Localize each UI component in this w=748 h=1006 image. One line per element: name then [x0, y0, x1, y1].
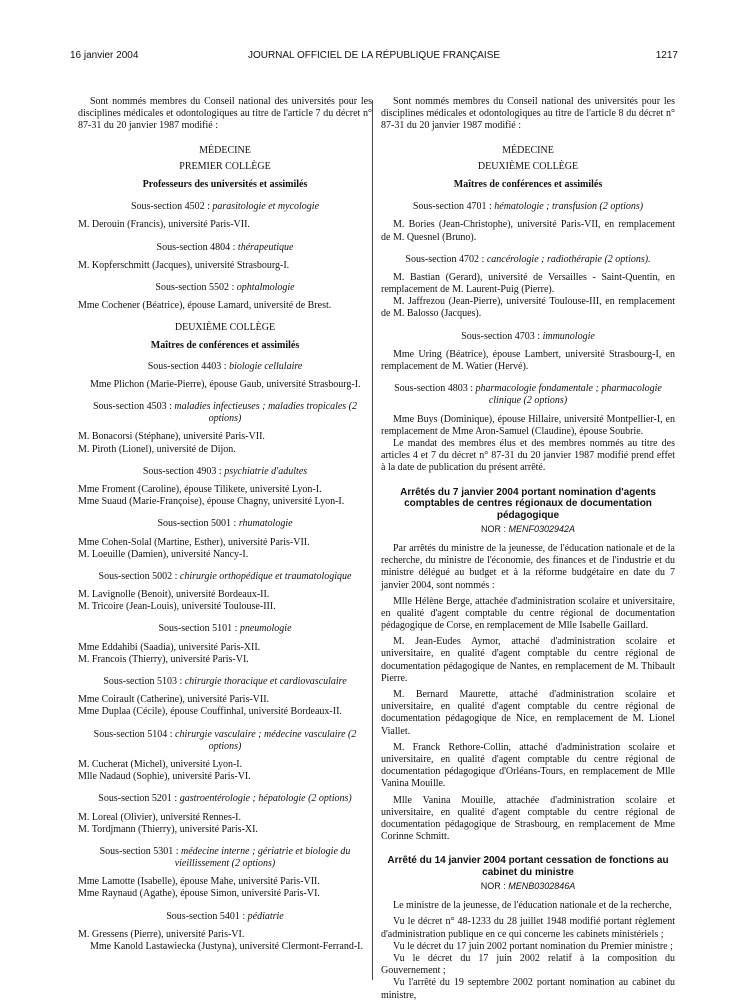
arrete-paragraph: Mlle Vanina Mouille, attachée d'administration scolaire et universitaire, en qualité d'agent comptable du centre régional de documentation pédagogique de Strasbourg, en remplacement de Mme Corinne Schmitt.	[381, 794, 675, 843]
arrete-paragraph: M. Franck Rethore-Collin, attaché d'administration scolaire et universitaire, en qualité d'agent comptable du centre régional de documentation pédagogique d'Orléans-Tours, en remplacement de Mlle Vanina Mouille.	[381, 741, 675, 790]
subsection-heading: Sous-section 4703 : immunologie	[461, 330, 595, 342]
nomination: M. Piroth (Lionel), université de Dijon.	[78, 443, 236, 455]
subsection-heading: Sous-section 4502 : parasitologie et mycologie	[130, 201, 320, 213]
nomination: M. Tordjmann (Thierry), université Paris-XI.	[78, 823, 258, 835]
nomination: M. Gressens (Pierre), université Paris-VI.	[78, 928, 245, 940]
arrete-paragraph: Vu le décret n° 48-1233 du 28 juillet 1948 modifié portant règlement d'administration publique en ce qui concerne les cabinets ministériels ;	[381, 916, 675, 940]
nomination: Mme Buys (Dominique), épouse Hillaire, université Montpellier-I, en remplacement de Mme Aron-Samuel (Claudine), épouse Soubrie.	[381, 413, 675, 437]
intro-paragraph: Sont nommés membres du Conseil national des universités pour les disciplines médicales et odontologiques au titre de l'article 7 du décret n° 87-31 du 20 janvier 1987 modifié :	[78, 96, 372, 132]
nomination: Mme Cochener (Béatrice), épouse Lamard, université de Brest.	[78, 300, 332, 312]
nomination: Mme Duplaa (Cécile), épouse Couffinhal, université Bordeaux-II.	[78, 706, 342, 718]
arrete-paragraph: Vu l'arrêté du 19 septembre 2002 portant nomination au cabinet du ministre,	[381, 977, 675, 1001]
nomination: M. Kopferschmitt (Jacques), université Strasbourg-I.	[78, 259, 290, 271]
mandat-paragraph: Le mandat des membres élus et des membres nommés au titre des articles 4 et 7 du décret n° 87-31 du 20 janvier 1987 modifié prend effet à la date de publication du présent arrêté.	[381, 437, 675, 474]
subsection-heading: Sous-section 5201 : gastroentérologie ; hépatologie (2 options)	[98, 793, 352, 805]
nomination: Mme Raynaud (Agathe), épouse Simon, université Paris-VI.	[78, 888, 320, 900]
arrete-paragraph: M. Bernard Maurette, attaché d'administration scolaire et universitaire, en qualité d'agent comptable du centre régional de documentation pédagogique de Nice, en remplacement de M. Lionel Viallet.	[381, 689, 675, 737]
nomination: Mme Uring (Béatrice), épouse Lambert, université Strasbourg-I, en remplacement de M. Watier (Hervé).	[381, 348, 675, 372]
grade-heading: Professeurs des universités et assimilés	[142, 178, 308, 190]
subsection-heading: Sous-section 4803 : pharmacologie fondamentale ; pharmacologie clinique (2 options)	[394, 383, 662, 407]
subsection-heading: Sous-section 4804 : thérapeutique	[156, 241, 294, 253]
subsection-heading: Sous-section 5001 : rhumatologie	[157, 518, 293, 530]
left-column	[78, 96, 372, 957]
header-date: 16 janvier 2004	[70, 50, 139, 61]
arrete-paragraph: Le ministre de la jeunesse, de l'éducation nationale et de la recherche,	[393, 900, 672, 912]
arrete-paragraph: M. Jean-Eudes Aymor, attaché d'administration scolaire et universitaire, en qualité d'agent comptable du centre régional de documentation pédagogique de Nantes, en remplacement de M. Thibault Pierre.	[381, 636, 675, 684]
column-divider	[372, 100, 373, 980]
nomination: M. Lavignolle (Benoit), université Bordeaux-II.	[78, 589, 270, 601]
nomination: Mme Kanold Lastawiecka (Justyna), université Clermont-Ferrand-I.	[90, 941, 363, 952]
page-number: 1217	[655, 50, 678, 61]
arrete-title: Arrêtés du 7 janvier 2004 portant nomination d'agents comptables de centres régionaux de documentation pédagogique	[400, 486, 656, 521]
college-heading: PREMIER COLLÈGE	[179, 160, 271, 172]
subsection-heading: Sous-section 5101 : pneumologie	[158, 623, 292, 635]
subsection-heading: Sous-section 5401 : pédiatrie	[166, 910, 284, 922]
arrete-paragraph: Mlle Hélène Berge, attachée d'administration scolaire et universitaire, en qualité d'agent comptable du centre régional de documentation pédagogique de Corse, en remplacement de Mlle Isabelle Gaillard.	[381, 595, 675, 632]
journal-title: JOURNAL OFFICIEL DE LA RÉPUBLIQUE FRANÇAISE	[247, 50, 501, 61]
nomination: M. Derouin (Francis), université Paris-VII.	[78, 219, 250, 231]
nomination: Mme Cohen-Solal (Martine, Esther), université Paris-VII.	[78, 536, 310, 548]
subsection-heading: Sous-section 5502 : ophtalmologie	[155, 281, 295, 293]
arrete-title: Arrêté du 14 janvier 2004 portant cessation de fonctions au cabinet du ministre	[387, 855, 669, 878]
subsection-heading: Sous-section 4903 : psychiatrie d'adultes	[142, 465, 308, 477]
arrete-paragraph: Par arrêtés du ministre de la jeunesse, de l'éducation nationale et de la recherche, du ministre de l'économie, des finances et de l'industrie et du ministre délégué au budget et à la réforme budgétaire en date du 7 janvier 2004, sont nommés :	[381, 542, 675, 591]
nomination: Mme Lamotte (Isabelle), épouse Mahe, université Paris-VII.	[78, 876, 320, 888]
grade-heading: Maîtres de conférences et assimilés	[150, 340, 300, 352]
intro-paragraph: Sont nommés membres du Conseil national des universités pour les disciplines médicales et odontologiques au titre de l'article 8 du décret n° 87-31 du 20 janvier 1987 modifié :	[381, 96, 675, 132]
nomination: M. Cucherat (Michel), université Lyon-I.	[78, 758, 243, 770]
subsection-heading: Sous-section 4503 : maladies infectieuses ; maladies tropicales (2 options)	[92, 401, 358, 425]
nomination: Mme Froment (Caroline), épouse Tilikete, université Lyon-I.	[78, 483, 322, 495]
nomination: Mme Eddahibi (Saadia), université Paris-XII.	[78, 641, 261, 653]
subsection-heading: Sous-section 5103 : chirurgie thoracique et cardiovasculaire	[103, 676, 347, 687]
arrete-paragraph: Vu le décret du 17 juin 2002 portant nomination du Premier ministre ;	[393, 940, 673, 952]
subsection-heading: Sous-section 5002 : chirurgie orthopédique et traumatologique	[98, 570, 352, 582]
nor-reference: NOR : MENF0302942A	[480, 524, 576, 534]
nomination: Mlle Nadaud (Sophie), université Paris-VI.	[78, 771, 251, 783]
nomination: M. Loeuille (Damien), université Nancy-I.	[78, 548, 249, 560]
discipline-heading: MÉDECINE	[502, 144, 554, 156]
subsection-heading: Sous-section 4403 : biologie cellulaire	[147, 360, 303, 372]
nomination: Mme Suaud (Marie-Françoise), épouse Chagny, université Lyon-I.	[78, 496, 345, 508]
grade-heading: Maîtres de conférences et assimilés	[453, 178, 603, 190]
nomination: M. Loreal (Olivier), université Rennes-I.	[78, 811, 242, 823]
page-header	[70, 50, 678, 62]
college-heading: DEUXIÈME COLLÈGE	[174, 322, 276, 334]
nomination: M. Bonacorsi (Stéphane), université Paris-VII.	[78, 431, 265, 443]
right-column	[381, 96, 675, 1006]
nomination: M. Jaffrezou (Jean-Pierre), université Toulouse-III, en remplacement de M. Balosso (Jacques).	[381, 296, 675, 320]
nomination: M. Bastian (Gerard), université de Versailles - Saint-Quentin, en remplacement de M. Laurent-Puig (Pierre).	[381, 271, 675, 296]
discipline-heading: MÉDECINE	[199, 144, 251, 156]
subsection-heading: Sous-section 4702 : cancérologie ; radiothérapie (2 options).	[405, 253, 651, 265]
nomination: M. Bories (Jean-Christophe), université Paris-VII, en remplacement de M. Quesnel (Bruno).	[381, 219, 675, 243]
nomination: Mme Coirault (Catherine), université Paris-VII.	[78, 694, 270, 706]
nomination: M. Tricoire (Jean-Louis), université Toulouse-III.	[78, 601, 276, 613]
subsection-heading: Sous-section 5104 : chirurgie vasculaire ; médecine vasculaire (2 options)	[93, 728, 357, 752]
nomination: Mme Plichon (Marie-Pierre), épouse Gaub, université Strasbourg-I.	[90, 378, 361, 390]
subsection-heading: Sous-section 5301 : médecine interne ; gériatrie et biologie du vieillissement (2 options)	[99, 845, 351, 870]
college-heading: DEUXIÈME COLLÈGE	[477, 160, 579, 172]
nomination: M. Francois (Thierry), université Paris-VI.	[78, 653, 249, 665]
subsection-heading: Sous-section 4701 : hématologie ; transfusion (2 options)	[412, 201, 644, 213]
arrete-paragraph: Vu le décret du 17 juin 2002 relatif à la composition du Gouvernement ;	[381, 953, 675, 977]
nor-reference: NOR : MENB0302846A	[480, 881, 576, 892]
